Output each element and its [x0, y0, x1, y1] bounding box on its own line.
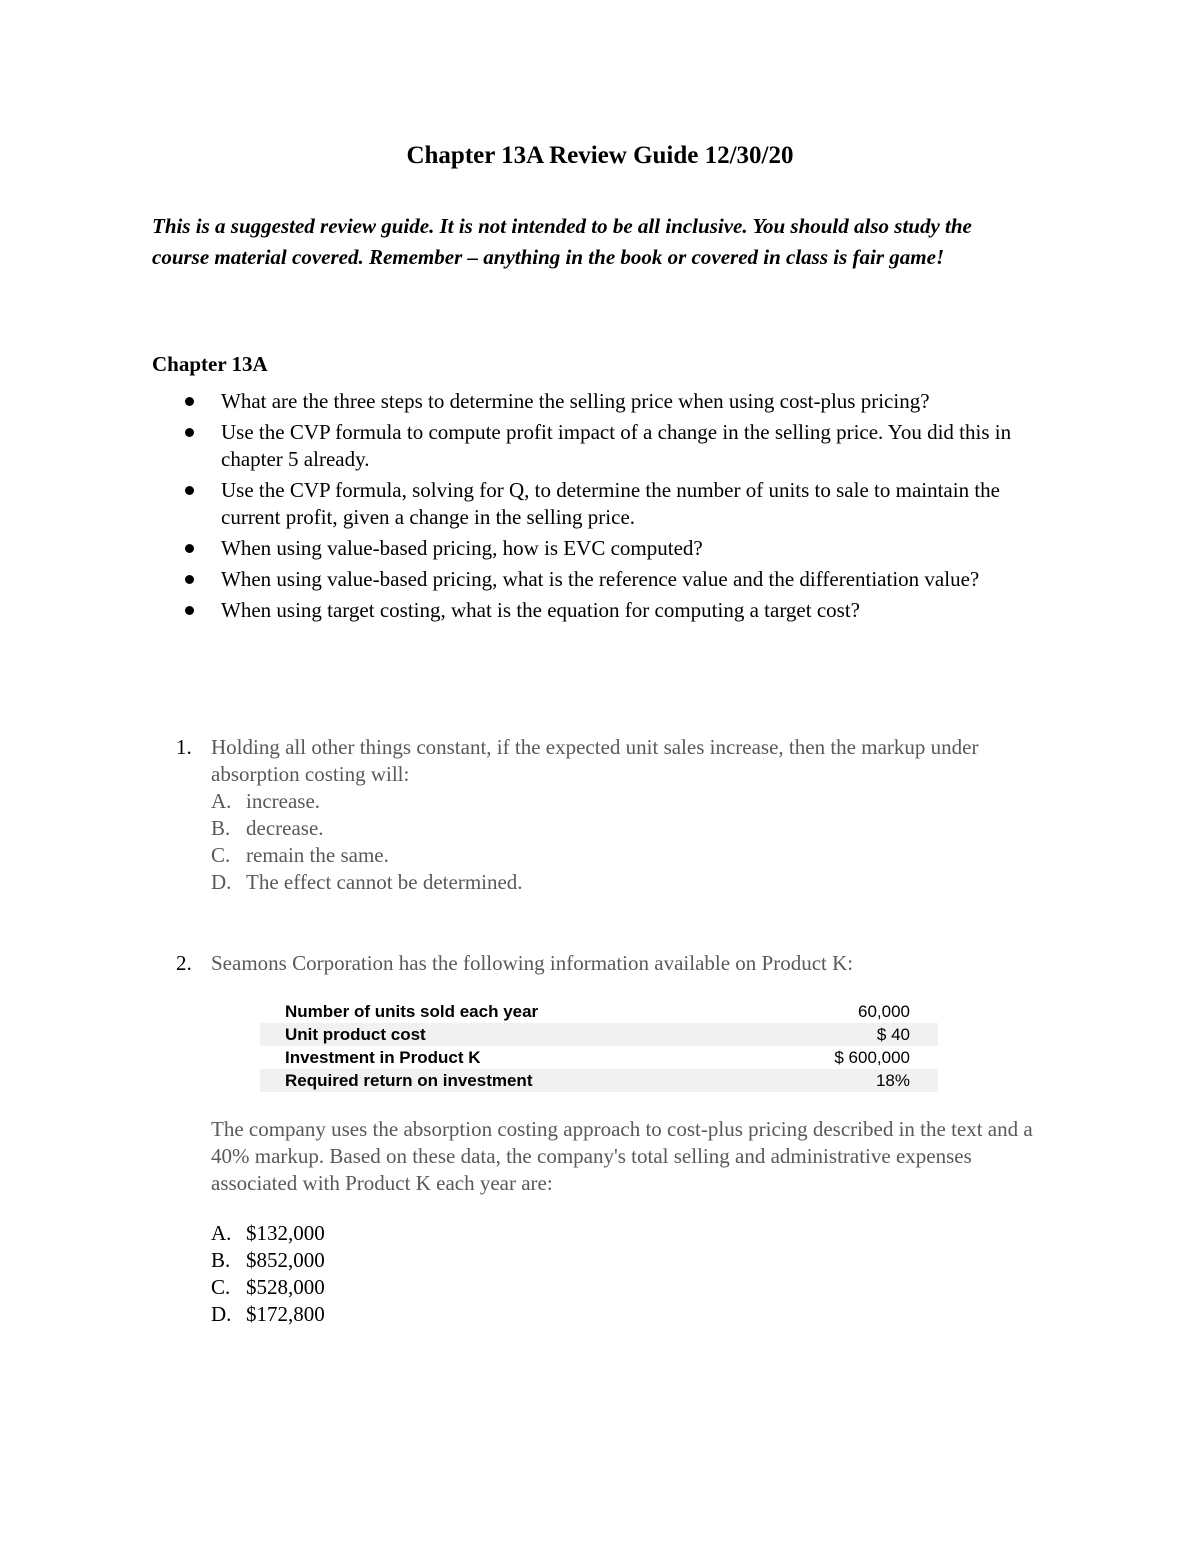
answer-option: [211, 842, 1056, 869]
list-item: [152, 597, 1052, 624]
bullet-text: Use the CVP formula, solving for Q, to determine the number of units to sale to maintain the current profit, given a change in the selling price.: [221, 478, 1000, 529]
option-text: remain the same.: [246, 843, 389, 867]
answer-option: [211, 815, 1056, 842]
question-1: [176, 734, 1056, 896]
table-label: Investment in Product K: [285, 1047, 481, 1067]
option-letter: C.: [211, 1275, 231, 1299]
answer-option: [211, 1247, 325, 1274]
option-text: The effect cannot be determined.: [246, 870, 523, 894]
option-letter: D.: [211, 870, 232, 894]
answer-option: [211, 1220, 325, 1247]
answer-options: [211, 788, 1056, 896]
bullet-text: When using value-based pricing, what is the reference value and the differentiation value?: [221, 567, 980, 591]
list-item: [152, 535, 1052, 562]
table-label: Number of units sold each year: [285, 1001, 539, 1021]
page-title: Chapter 13A Review Guide 12/30/20: [406, 142, 794, 169]
option-text: $528,000: [246, 1275, 325, 1299]
option-text: $132,000: [246, 1221, 325, 1245]
table-value: $ 40: [710, 1023, 938, 1046]
question-2-followup: The company uses the absorption costing approach to cost-plus pricing described in the text and a 40% markup. Based on these data, the company's total selling and administrative expenses associated with Product K each year are:: [211, 1117, 1033, 1195]
question-number: 2.: [176, 951, 192, 975]
bullet-icon: [185, 575, 194, 584]
question-2: [176, 950, 1056, 977]
bullet-icon: [185, 397, 194, 406]
list-item: [152, 566, 1052, 593]
list-item: [152, 388, 1052, 415]
section-heading: Chapter 13A: [152, 352, 268, 376]
table-value: $ 600,000: [834, 1047, 910, 1067]
answer-option: [211, 869, 1056, 896]
bullet-icon: [185, 428, 194, 437]
bullet-icon: [185, 544, 194, 553]
bullet-text: When using target costing, what is the equation for computing a target cost?: [221, 598, 860, 622]
answer-option: [211, 1274, 325, 1301]
list-item: [152, 419, 1052, 473]
option-letter: A.: [211, 789, 232, 813]
product-data-table: [260, 1000, 938, 1092]
table-row: [260, 1069, 938, 1092]
option-letter: A.: [211, 1221, 232, 1245]
bullet-text: When using value-based pricing, how is EVC computed?: [221, 536, 703, 560]
answer-option: [211, 1301, 325, 1328]
question-2-options: [211, 1220, 325, 1328]
option-letter: B.: [211, 1248, 231, 1272]
table-row: [260, 1000, 938, 1023]
option-text: $172,800: [246, 1302, 325, 1326]
list-item: [152, 477, 1052, 531]
question-number: 1.: [176, 735, 192, 759]
bullet-icon: [185, 486, 194, 495]
question-stem: Seamons Corporation has the following information available on Product K:: [211, 951, 854, 975]
table-row: [260, 1023, 938, 1046]
answer-options: [211, 1220, 325, 1328]
bullet-text: What are the three steps to determine the selling price when using cost-plus pricing?: [221, 389, 930, 413]
option-letter: C.: [211, 843, 231, 867]
option-letter: D.: [211, 1302, 232, 1326]
answer-option: [211, 788, 1056, 815]
option-text: $852,000: [246, 1248, 325, 1272]
bullet-icon: [185, 606, 194, 615]
option-text: increase.: [246, 789, 321, 813]
table-row: [260, 1046, 938, 1069]
option-text: decrease.: [246, 816, 324, 840]
intro-paragraph: This is a suggested review guide. It is not intended to be all inclusive. You should also study the course material covered. Remember – anything in the book or covered in class is fair game!: [152, 214, 972, 269]
review-bullet-list: [152, 388, 1052, 628]
table-label: Unit product cost: [260, 1023, 710, 1046]
question-stem: Holding all other things constant, if the expected unit sales increase, then the markup under absorption costing will:: [211, 735, 979, 786]
option-letter: B.: [211, 816, 231, 840]
table-value: 60,000: [858, 1001, 910, 1021]
table-value: 18%: [710, 1069, 938, 1092]
table-label: Required return on investment: [260, 1069, 710, 1092]
bullet-text: Use the CVP formula to compute profit impact of a change in the selling price. You did this in chapter 5 already.: [221, 420, 1012, 471]
